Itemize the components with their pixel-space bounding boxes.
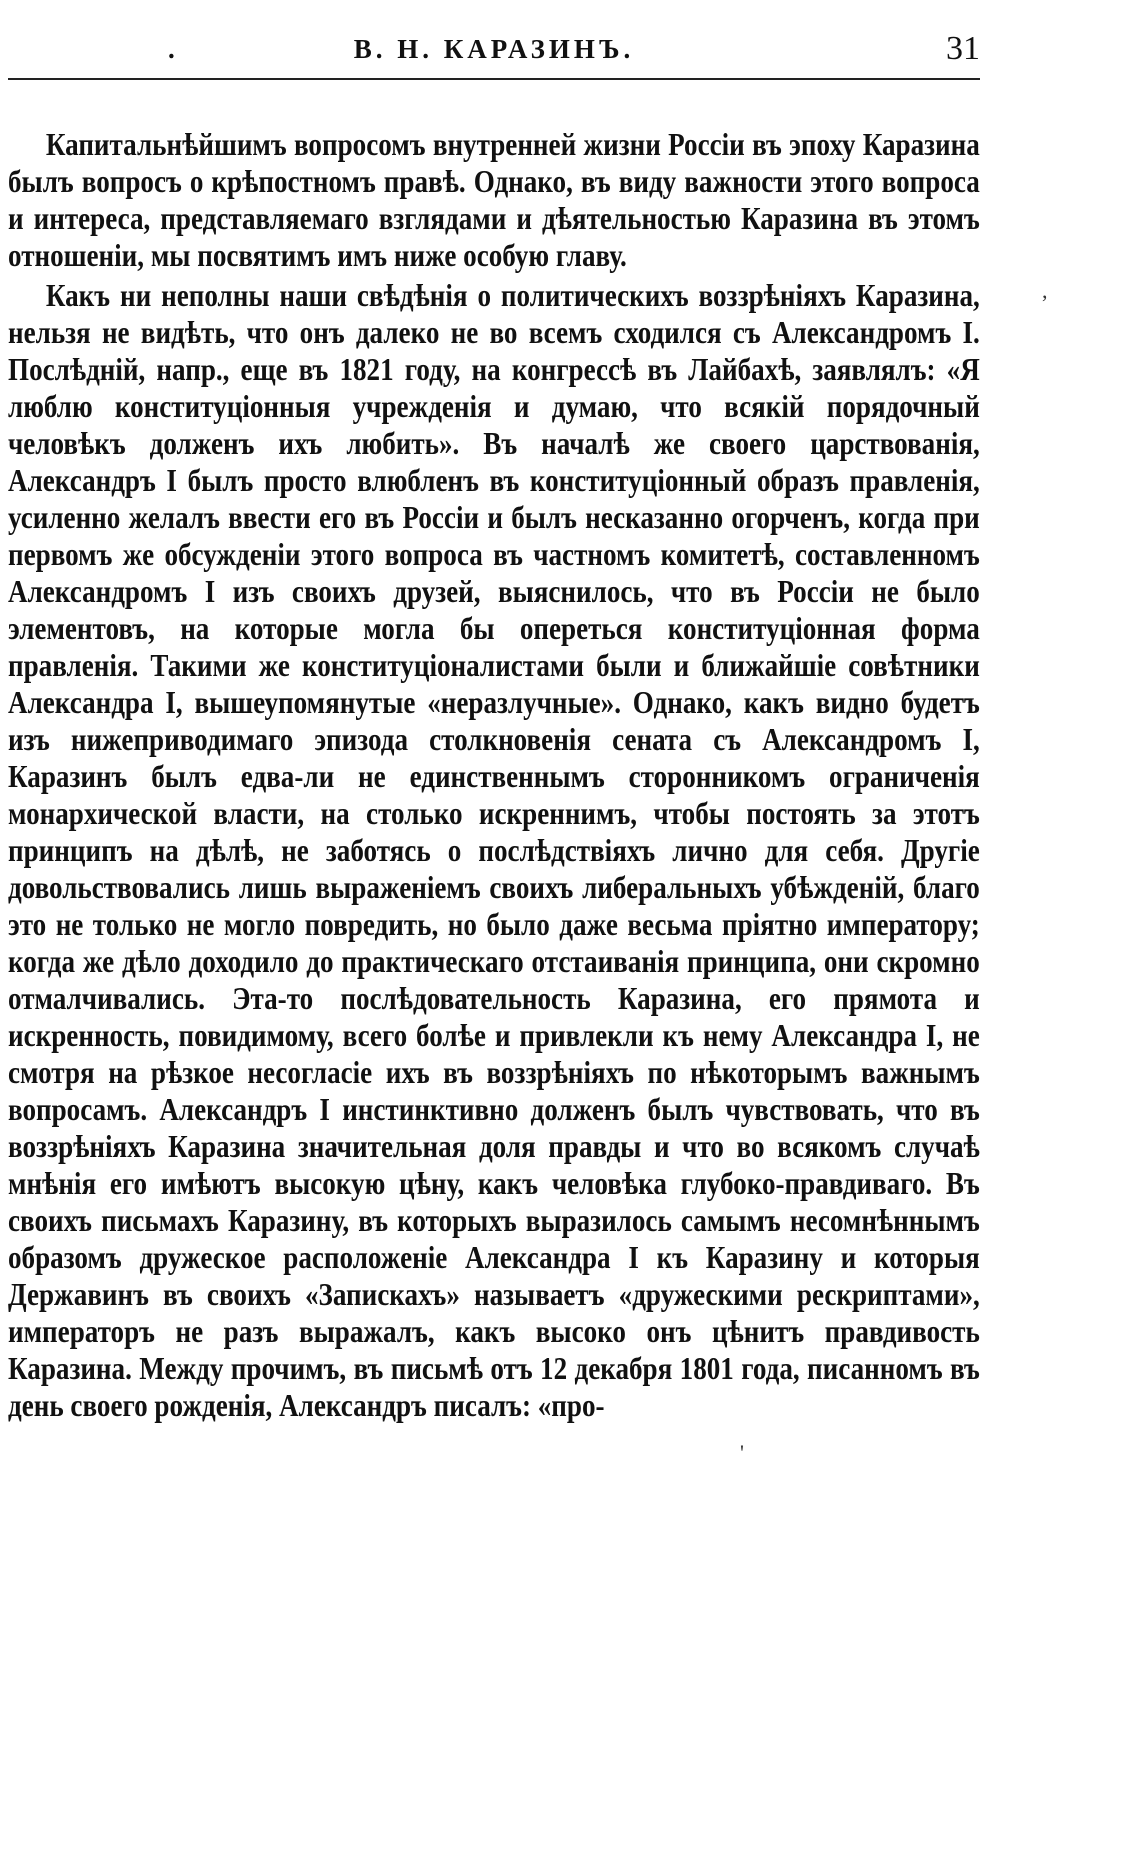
header-rule <box>8 78 980 80</box>
body-text <box>8 126 980 1424</box>
book-page <box>8 30 980 1424</box>
page-number: 31 <box>946 30 980 67</box>
paragraph-2: Какъ ни неполны наши свѣдѣнія о политическихъ воззрѣніяхъ Каразина, нельзя не видѣть, что онъ далеко не во всемъ сходился съ Александромъ I. Послѣдній, напр., еще въ 1821 году, на конгрессѣ въ Лайбахѣ, заявлялъ: «Я люблю конституціонныя учрежденія и думаю, что всякій порядочный человѣкъ долженъ ихъ любить». Въ началѣ же своего царствованія, Александръ I былъ просто влюбленъ въ конституціонный образъ правленія, усиленно желалъ ввести его въ Россіи и былъ несказанно огорченъ, когда при первомъ же обсужденіи этого вопроса въ частномъ комитетѣ, составленномъ Александромъ I изъ своихъ друзей, выяснилось, что въ Россіи не было элементовъ, на которые могла бы опереться конституціонная форма правленія. Такими же конституціоналистами были и ближайшіе совѣтники Александра I, вышеупомянутые «неразлучные». Однако, какъ видно будетъ изъ нижеприводимаго эпизода столкновенія сената съ Александромъ I, Каразинъ былъ едва-ли не единственнымъ сторонникомъ ограниченія монархической власти, на столько искреннимъ, чтобы постоять за этотъ принципъ на дѣлѣ, не заботясь о послѣдствіяхъ лично для себя. Другіе довольствовались лишь выраженіемъ своихъ либеральныхъ убѣжденій, благо это не только не могло повредить, но было даже весьма пріятно императору; когда же дѣло доходило до практическаго отстаиванія принципа, они скромно отмалчивались. Эта-то послѣдовательность Каразина, его прямота и искренность, повидимому, всего болѣе и привлекли къ нему Александра I, не смотря на рѣзкое несогласіе ихъ въ воззрѣніяхъ по нѣкоторымъ важнымъ вопросамъ. Александръ I инстинктивно долженъ былъ чувствовать, что въ воззрѣніяхъ Каразина значительная доля правды и что во всякомъ случаѣ мнѣнія его имѣютъ высокую цѣну, какъ человѣка глубоко-правдиваго. Въ своихъ письмахъ Каразину, въ которыхъ выразилось самымъ несомнѣннымъ образомъ дружеское расположеніе Александра I къ Каразину и которыя Державинъ въ своихъ «Запискахъ» называетъ «дружескими рескриптами», императоръ не разъ выражалъ, какъ высоко онъ цѣнитъ правдивость Каразина. Между прочимъ, въ письмѣ отъ 12 декабря 1801 года, писанномъ въ день своего рожденія, Александръ писалъ: «про- <box>8 278 980 1423</box>
running-title: В. Н. КАРАЗИНЪ. <box>353 34 635 64</box>
running-header <box>8 30 980 74</box>
header-dot: . <box>168 34 175 64</box>
margin-comma-mark: , <box>1042 278 1048 303</box>
bottom-speck-mark: ' <box>740 1440 744 1465</box>
paragraph-1: Капитальнѣйшимъ вопросомъ внутренней жизни Россіи въ эпоху Каразина былъ вопросъ о крѣпостномъ правѣ. Однако, въ виду важности этого вопроса и интереса, представляемаго взглядами и дѣятельностью Каразина въ этомъ отношеніи, мы посвятимъ имъ ниже особую главу. <box>8 127 980 273</box>
